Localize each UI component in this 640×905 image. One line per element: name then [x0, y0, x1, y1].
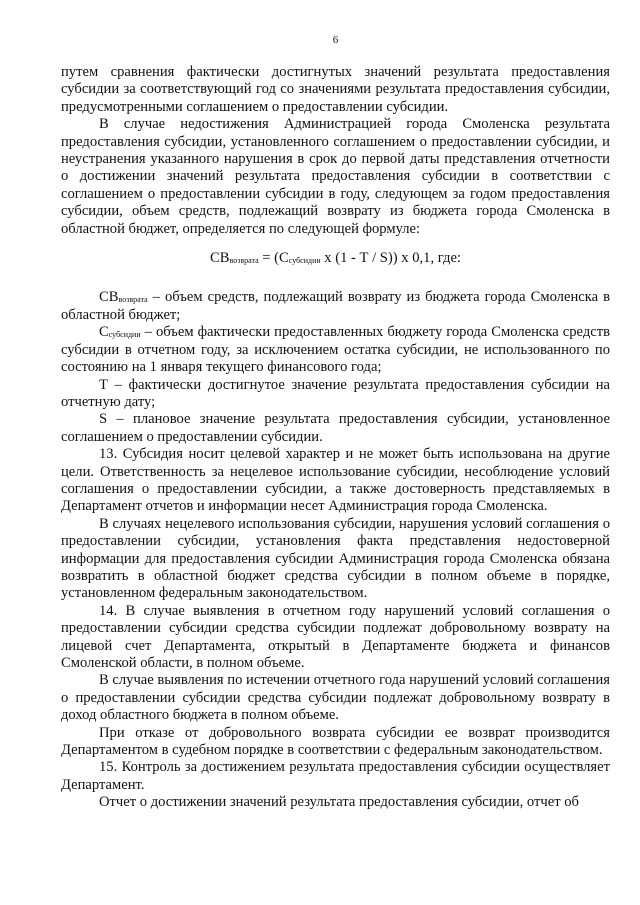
formula-sv: СВ [210, 250, 230, 267]
definition-sv-text: – объем средств, подлежащий возврату из бюджета города Смоленска в областной бюджет; [61, 289, 610, 323]
formula-sv-subscript: возврата [229, 256, 259, 266]
definition-c-subscript: субсидии [108, 330, 141, 340]
page-number: 6 [332, 34, 339, 46]
definition-sv-subscript: возврата [118, 295, 148, 305]
definition-sv-symbol: СВ [99, 289, 119, 306]
definition-c [61, 324, 610, 376]
definition-c-symbol: С [99, 324, 109, 341]
return-formula [61, 250, 610, 267]
paragraph-return-condition: В случае недостижения Администрацией города Смоленска результата предоставления субсидии, установленного соглашением о предоставлении субсидии, и неустранения указанного нарушения в срок до первой даты представления отчетности о достижении значений результата предоставления субсидии в соответствии с соглашением о предоставлении субсидии в году, следующем за годом предоставления субсидии, объем средств, подлежащий возврату из бюджета города Смоленска в областной бюджет, определяется по следующей формуле: [61, 116, 610, 237]
paragraph-14: 14. В случае выявления в отчетном году нарушений условий соглашения о предоставлении субсидии средства субсидии подлежат добровольному возврату на лицевой счет Департамента, открытый в Департаменте бюджета и финансов Смоленской области, в полном объеме. [61, 602, 610, 671]
definition-t: Т – фактически достигнутое значение результата предоставления субсидии на отчетную дату; [61, 376, 610, 410]
formula-c-subscript: субсидии [288, 256, 321, 266]
definition-c-text: – объем фактически предоставленных бюджету города Смоленска средств субсидии в отчетном году, за исключением остатка субсидии, не использованного по состоянию на 1 января текущего финансового года; [61, 324, 610, 376]
paragraph-13-misuse: В случаях нецелевого использования субсидии, нарушения условий соглашения о предоставлении субсидии, установления факта представления недостоверной информации для предоставления субсидии Администрация города Смоленска обязана возвратить в областной бюджет средства субсидии в полном объеме в порядке, установленном федеральным законодательством. [61, 515, 610, 602]
paragraph-15-report: Отчет о достижении значений результата предоставления субсидии, отчет об [99, 794, 579, 811]
formula-middle: = (С [258, 250, 289, 267]
paragraph-13: 13. Субсидия носит целевой характер и не может быть использована на другие цели. Ответственность за нецелевое использование субсидии, несоблюдение условий соглашения о предоставлении субсидии, а также достоверность представляемых в Департамент отчетов и информации несет Администрация города Смоленска. [61, 446, 610, 515]
paragraph-14-after-year: В случае выявления по истечении отчетного года нарушений условий соглашения о предоставлении субсидии средства субсидии подлежат добровольному возврату в доход областного бюджета в полном объеме. [61, 672, 610, 724]
paragraph-15: 15. Контроль за достижением результата предоставления субсидии осуществляет Департамент. [61, 759, 610, 793]
formula-tail: x (1 - Т / S)) x 0,1, где: [320, 250, 461, 267]
definition-sv [61, 289, 610, 324]
definition-s: S – плановое значение результата предоставления субсидии, установленное соглашением о предоставлении субсидии. [61, 411, 610, 445]
paragraph-comparison: путем сравнения фактически достигнутых значений результата предоставления субсидии за соответствующий год со значениями результата предоставления субсидии, предусмотренными соглашением о предоставлении субсидии. [61, 64, 610, 115]
paragraph-14-refusal: При отказе от добровольного возврата субсидии ее возврат производится Департаментом в судебном порядке в соответствии с федеральным законодательством. [61, 724, 610, 759]
